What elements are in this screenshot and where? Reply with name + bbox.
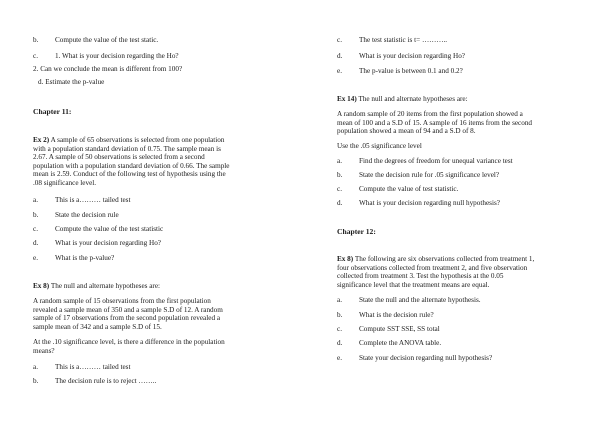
paragraph-line: mean of 100 and a S.D of 15. A sample of 16 items from the second — [337, 118, 533, 127]
exercise-title-text: The null and alternate hypotheses are: — [358, 95, 468, 103]
item-label: e. — [337, 67, 342, 75]
item-label: a. — [337, 296, 342, 304]
item-label: b. — [33, 36, 39, 44]
paragraph-line: four observations collected from treatment 2, and five observation — [337, 263, 528, 272]
item-text: State your decision regarding null hypothesis? — [359, 354, 493, 362]
paragraph-line: A random sample of 15 observations from the first population — [33, 297, 211, 305]
paragraph-line: At the .10 significance level, is there a difference in the population — [33, 338, 225, 346]
item-label: d. — [33, 239, 39, 247]
exercise-label: Ex 2) — [33, 136, 50, 144]
exercise-paragraph — [337, 110, 532, 136]
item-text: State the null and the alternate hypothesis. — [359, 296, 481, 304]
item-text: What is the decision rule? — [359, 311, 434, 319]
item-text: What is your decision regarding Ho? — [359, 52, 465, 60]
item-text: This is a……… tailed test — [55, 196, 131, 204]
item-text: Compute the value of test statistic. — [359, 185, 459, 193]
paragraph-line: The following are six observations collected from treatment 1, — [354, 255, 535, 263]
item-label: b. — [33, 377, 39, 385]
exercise-title — [337, 95, 468, 104]
instruction-line: Use the .05 significance level — [337, 142, 422, 150]
paragraph-line: sample of 17 observations from the second population revealed a — [33, 314, 221, 323]
item-text: This is a……… tailed test — [55, 363, 131, 371]
paragraph-line: sample mean of 342 and a sample S.D of 15. — [33, 322, 162, 331]
item-label: a. — [337, 157, 342, 165]
item-text: State the decision rule — [55, 211, 119, 219]
item-label: b. — [33, 211, 39, 219]
item-label: e. — [337, 354, 342, 362]
item-label: c. — [33, 52, 38, 60]
paragraph-line: means? — [33, 346, 55, 355]
exercise-label: Ex 8) — [33, 282, 50, 290]
paragraph-line: collected from treatment 3. Test the hypothesis at the 0.05 — [337, 272, 504, 281]
item-label: a. — [33, 196, 38, 204]
exercise-label: Ex 8) — [337, 255, 354, 263]
item-text: The p-value is between 0.1 and 0.2? — [359, 67, 463, 75]
chapter-heading: Chapter 11: — [33, 107, 72, 116]
item-label: d. — [337, 52, 343, 60]
exercise-paragraph — [33, 136, 230, 188]
item-text: 1. What is your decision regarding the Ho? — [55, 52, 179, 60]
item-text: The test statistic is t= ……….. — [359, 36, 448, 44]
exercise-paragraph — [337, 255, 534, 289]
paragraph-line: .08 significance level. — [33, 178, 97, 187]
question-text: 2. Can we conclude the mean is different from 100? — [33, 65, 183, 73]
exercise-question — [33, 338, 225, 355]
item-label: a. — [33, 363, 38, 371]
exercise-paragraph — [33, 297, 223, 331]
item-text: What is the p-value? — [55, 254, 115, 262]
paragraph-line: revealed a sample mean of 350 and a sample S.D of 12. A random — [33, 305, 223, 314]
question-text: d. Estimate the p-value — [38, 78, 105, 86]
item-label: c. — [337, 325, 342, 333]
item-text: State the decision rule for .05 significance level? — [359, 171, 500, 179]
chapter-heading: Chapter 12: — [337, 227, 376, 236]
item-text: Compute SST SSE, SS total — [359, 325, 440, 333]
item-text: What is your decision regarding Ho? — [55, 239, 161, 247]
item-label: c. — [337, 185, 342, 193]
paragraph-line: significance level that the treatment means are equal. — [337, 280, 490, 289]
paragraph-line: 2.67. A sample of 50 observations is selected from a second — [33, 153, 205, 162]
exercise-title-text: The null and alternate hypotheses are: — [50, 282, 161, 290]
item-text: Complete the ANOVA table. — [359, 339, 442, 347]
item-text: Compute the value of the test statistic — [55, 225, 164, 233]
paragraph-line: population showed a mean of 94 and a S.D of 8. — [337, 127, 476, 136]
item-text: What is your decision regarding null hypothesis? — [359, 199, 500, 207]
paragraph-line: with a population standard deviation of 0.75. The sample mean is — [33, 144, 221, 153]
item-label: b. — [337, 311, 343, 319]
exercise-label: Ex 14) — [337, 95, 357, 103]
paragraph-line: A random sample of 20 items from the first population showed a — [337, 110, 523, 118]
paragraph-line: population with a population standard deviation of 0.66. The sample — [33, 161, 230, 170]
item-label: e. — [33, 254, 38, 262]
item-label: b. — [337, 171, 343, 179]
item-label: c. — [33, 225, 38, 233]
item-label: d. — [337, 199, 343, 207]
paragraph-line: A sample of 65 observations is selected from one population — [50, 136, 225, 144]
item-text: Find the degrees of freedom for unequal variance test — [359, 157, 513, 165]
paragraph-line: mean is 2.59. Conduct of the following test of hypothesis using the — [33, 170, 226, 179]
item-label: c. — [337, 36, 342, 44]
item-text: Compute the value of the test static. — [55, 36, 159, 44]
exercise-title — [33, 282, 160, 291]
item-text: The decision rule is to reject …….. — [55, 377, 157, 385]
item-label: d. — [337, 339, 343, 347]
